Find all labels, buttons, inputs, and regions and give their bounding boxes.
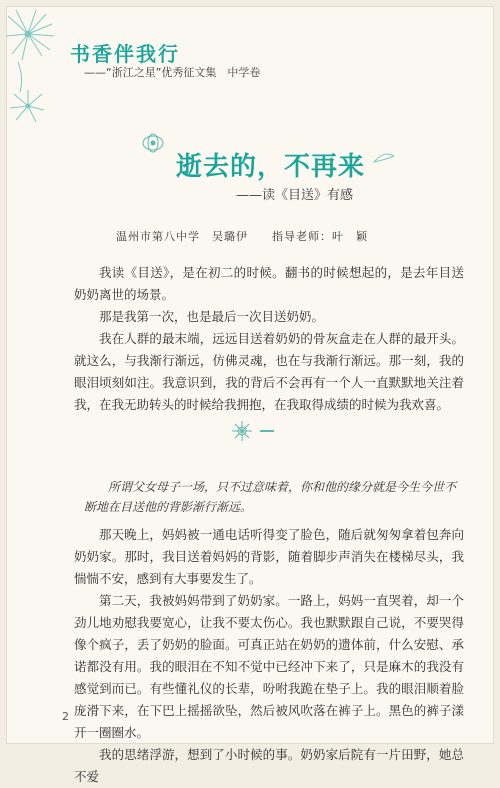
flower-decoration-icon (6, 6, 76, 136)
series-brand: 书香伴我行 (70, 42, 180, 66)
series-header (70, 38, 180, 67)
article-subtitle: ——读《目送》有感 (236, 188, 354, 203)
series-subtitle: ——“浙江之星”优秀征文集 中学卷 (84, 66, 261, 79)
section-divider-icon (228, 419, 288, 443)
article-title: 逝去的，不再来 (176, 152, 366, 182)
book-quote: 所谓父女母子一场，只不过意味着，你和他的缘分就是今生今世不断地在目送他的背影渐行渐远。 (84, 480, 457, 514)
section-2 (74, 524, 464, 788)
page-number: 2 (62, 710, 69, 723)
paragraph: 第二天，我被妈妈带到了奶奶家。一路上，妈妈一直哭着，却一个劲儿地劝慰我要宽心，让我不要太伤心。我也默默跟自己说，不要哭得像个疯子，丢了奶奶的脸面。可真正站在奶奶的遗体前，什么安慰、承诺都没有用。我的眼泪在不知不觉中已经冲下来了，只是麻木的我没有感觉到而已。有些懂礼仪的长辈，吩咐我跪在垫子上。我的眼泪顺着脸庞滑下来，在下巴上摇摇欲坠，然后被风吹落在裤子上。黑色的裤子漾开一圈圈水。 (74, 593, 464, 740)
book-page (6, 6, 494, 784)
paragraph: 我的思绪浮游，想到了小时候的事。奶奶家后院有一片田野，她总不爱 (74, 747, 464, 784)
paragraph: 那天晚上，妈妈被一通电话听得变了脸色，随后就匆匆拿着包奔向奶奶家。那时，我目送着妈妈的背影，随着脚步声消失在楼梯尽头，我惴惴不安，感到有大事要发生了。 (74, 527, 464, 586)
author-byline: 温州市第八中学 吴璐伊 指导老师：叶 颖 (116, 230, 368, 243)
section-1 (74, 262, 464, 416)
paragraph: 我读《目送》，是在初二的时候。翻书的时候想起的，是去年目送奶奶离世的场景。 (74, 265, 464, 302)
paragraph: 我在人群的最末端，远远目送着奶奶的骨灰盒走在人群的最开头。就这么，与我渐行渐远，仿佛灵魂，也在与我渐行渐远。那一刻，我的眼泪顷刻如注。我意识到，我的背后不会再有一个人一直默默地关注着我，在我无助转头的时候给我拥抱，在我取得成绩的时候为我欢喜。 (74, 331, 464, 412)
blossom-icon (136, 128, 170, 158)
leaf-icon (372, 150, 396, 168)
paragraph: 那是我第一次，也是最后一次目送奶奶。 (99, 309, 325, 324)
